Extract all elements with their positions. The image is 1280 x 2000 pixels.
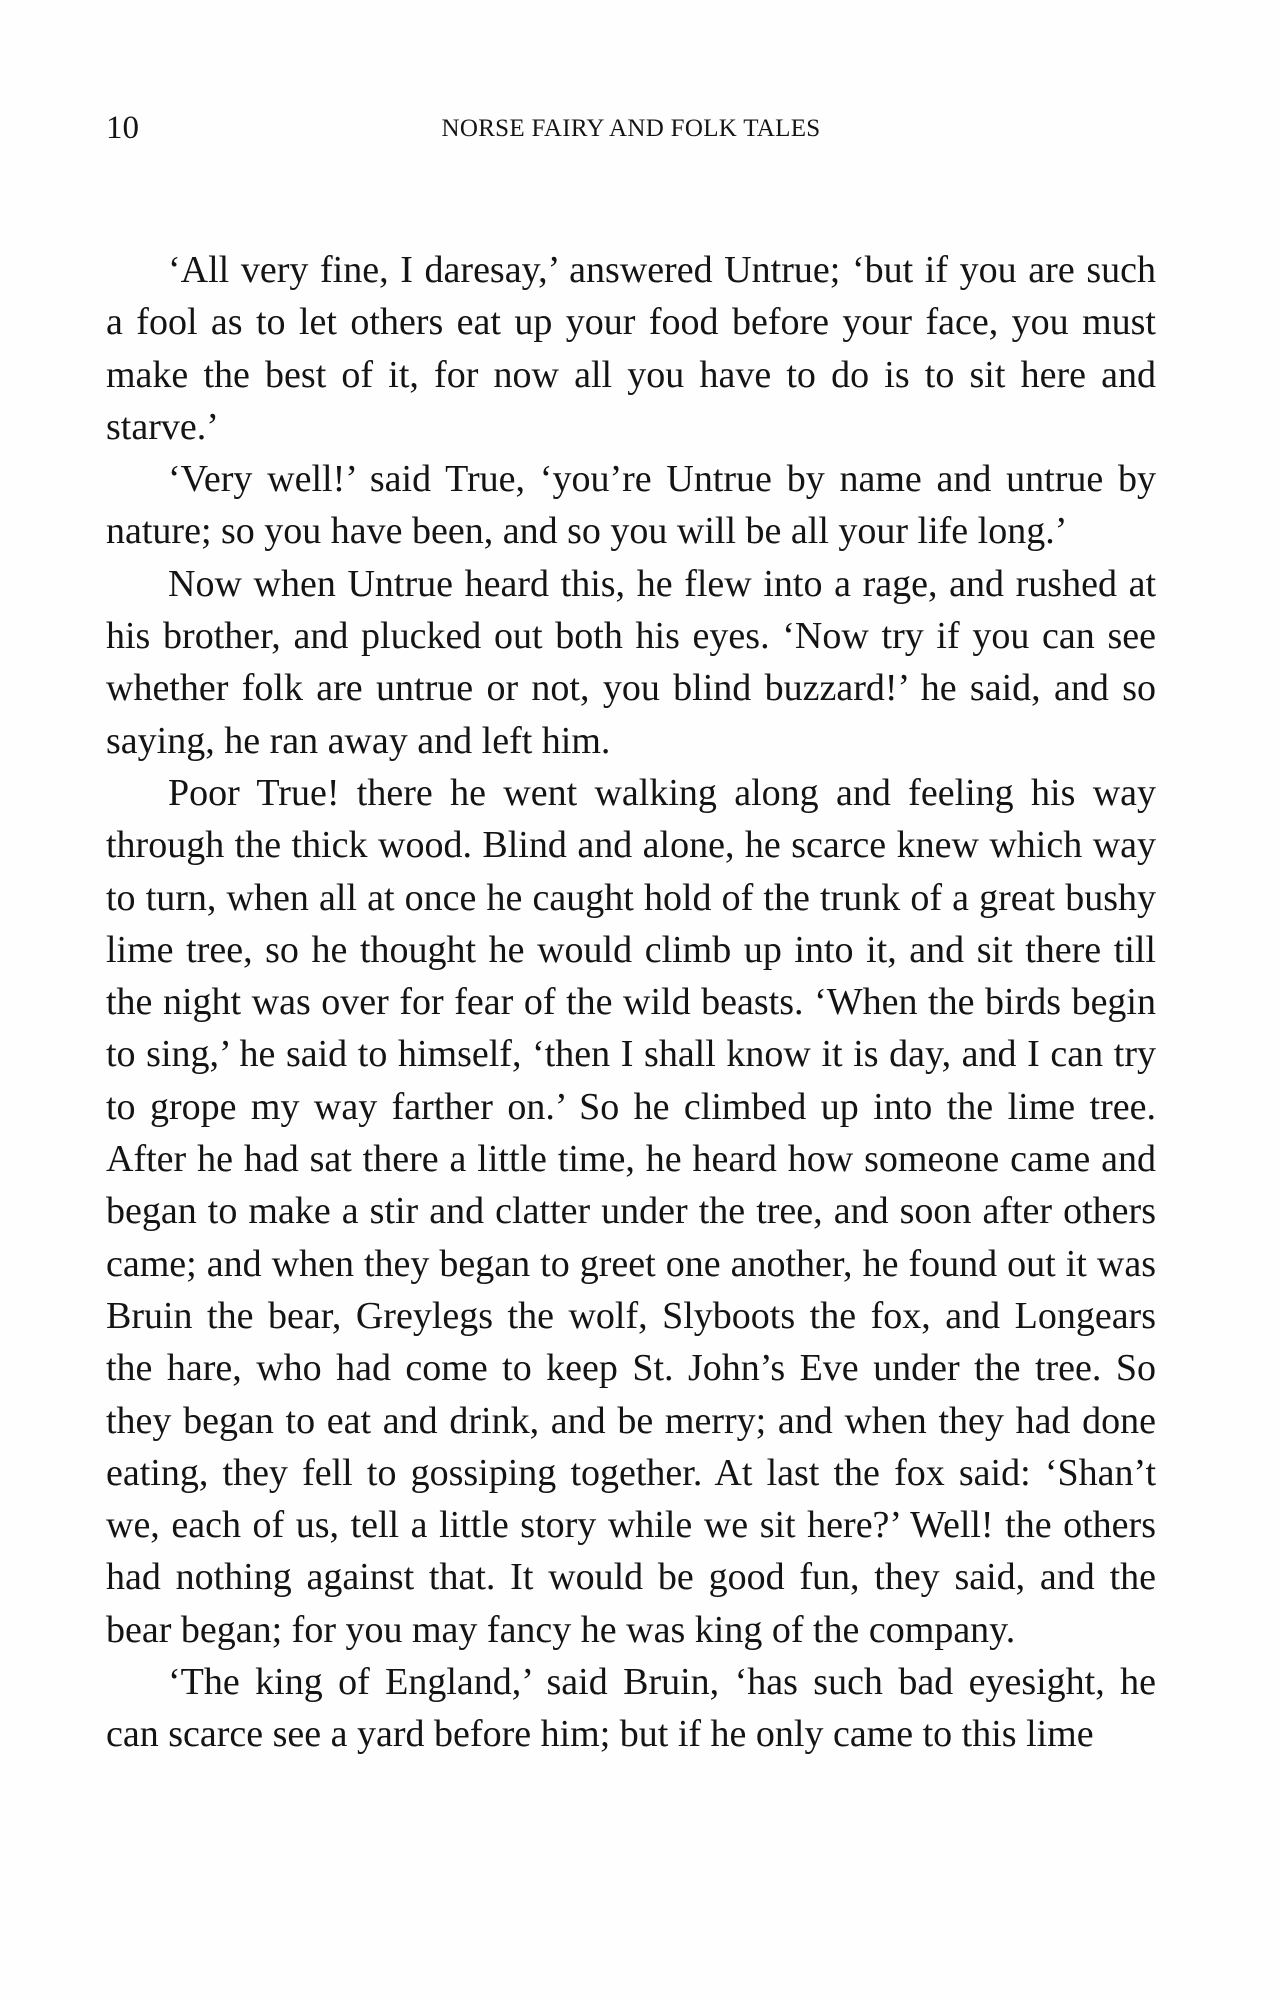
paragraph: ‘Very well!’ said True, ‘you’re Untrue by name and untrue by nature; so you have been, and so you will be all your life long.’ — [106, 458, 1156, 553]
paragraph: ‘All very fine, I daresay,’ answered Untrue; ‘but if you are such a fool as to let others eat up your food before your face, you must make the best of it, for now all you have to do is to sit here and starve.’ — [106, 249, 1156, 448]
running-head — [106, 108, 1156, 148]
paragraph: Now when Untrue heard this, he flew into a rage, and rushed at his brother, and plucked out both his eyes. ‘Now try if you can see whether folk are untrue or not, you blind buzzard!’ he said, and so saying, he ran away and left him. — [106, 562, 1156, 762]
book-title: NORSE FAIRY AND FOLK TALES — [441, 115, 821, 142]
paragraph: ‘The king of England,’ said Bruin, ‘has such bad eyesight, he can scarce see a yard before him; but if he only came to this lime — [106, 1661, 1156, 1756]
page-number: 10 — [106, 110, 139, 146]
body-text — [106, 244, 1156, 1761]
paragraph: Poor True! there he went walking along and feeling his way through the thick wood. Blind and alone, he scarce knew which way to turn, when all at once he caught hold of the trunk of a great bushy lime tree, so he thought he would climb up into it, and sit there till the night was over for fear of the wild beasts. ‘When the birds begin to sing,’ he said to himself, ‘then I shall know it is day, and I can try to grope my way farther on.’ So he climbed up into the lime tree. After he had sat there a little time, he heard how someone came and began to make a stir and clatter under the tree, and soon after others came; and when they began to greet one another, he found out it was Bruin the bear, Greylegs the wolf, Slyboots the fox, and Longears the hare, who had come to keep St. John’s Eve under the tree. So they began to eat and drink, and be merry; and when they had done eating, they fell to gossiping together. At last the fox said: ‘Shan’t we, each of us, tell a little story while we sit here?’ Well! the others had nothing against that. It would be good fun, they said, and the bear began; for you may fancy he was king of the company. — [106, 771, 1156, 1651]
